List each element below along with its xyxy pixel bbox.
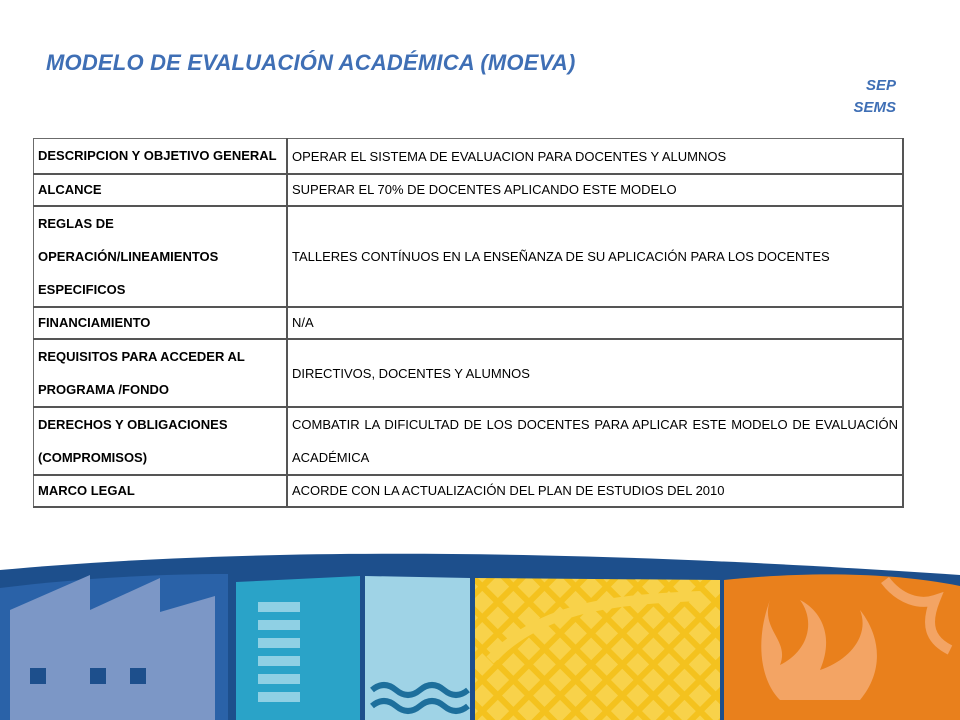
decorative-banner [0, 540, 960, 720]
row-value-financiamiento: N/A [287, 307, 903, 339]
row-label-reglas: REGLAS DE OPERACIÓN/LINEAMIENTOS ESPECIFICOS [34, 206, 288, 307]
row-value-derechos: COMBATIR LA DIFICULTAD DE LOS DOCENTES PARA APLICAR ESTE MODELO DE EVALUACIÓN ACADÉMICA [287, 407, 903, 475]
table-row [34, 407, 904, 475]
row-label-financiamiento: FINANCIAMIENTO [34, 307, 288, 339]
row-value-descripcion: OPERAR EL SISTEMA DE EVALUACION PARA DOCENTES Y ALUMNOS [287, 139, 903, 175]
table-row [34, 307, 904, 339]
row-value-alcance: SUPERAR EL 70% DE DOCENTES APLICANDO ESTE MODELO [287, 174, 903, 206]
page-title: MODELO DE EVALUACIÓN ACADÉMICA (MOEVA) [46, 50, 576, 75]
row-value-requisitos: DIRECTIVOS, DOCENTES Y ALUMNOS [287, 339, 903, 407]
row-label-descripcion: DESCRIPCION Y OBJETIVO GENERAL [34, 139, 288, 175]
row-label-derechos: DERECHOS Y OBLIGACIONES (COMPROMISOS) [34, 407, 288, 475]
org-sep: SEP [865, 77, 896, 94]
table-row [34, 174, 904, 206]
table-row [34, 206, 904, 307]
building-icon [236, 576, 360, 720]
row-label-alcance: ALCANCE [34, 174, 288, 206]
flame-icon [724, 574, 960, 720]
program-info-table [33, 138, 904, 508]
row-label-requisitos: REQUISITOS PARA ACCEDER AL PROGRAMA /FONDO [34, 339, 288, 407]
organization-label [853, 75, 896, 119]
row-value-marco-legal: ACORDE CON LA ACTUALIZACIÓN DEL PLAN DE ESTUDIOS DEL 2010 [287, 475, 903, 507]
table-row [34, 339, 904, 407]
table-row [34, 475, 904, 507]
row-value-reglas: TALLERES CONTÍNUOS EN LA ENSEÑANZA DE SU APLICACIÓN PARA LOS DOCENTES [287, 206, 903, 307]
factory-icon [0, 574, 228, 720]
grid-pattern-icon [475, 578, 720, 720]
row-label-marco-legal: MARCO LEGAL [34, 475, 288, 507]
table-row [34, 139, 904, 175]
water-icon [365, 576, 470, 720]
org-sems: SEMS [853, 99, 896, 116]
